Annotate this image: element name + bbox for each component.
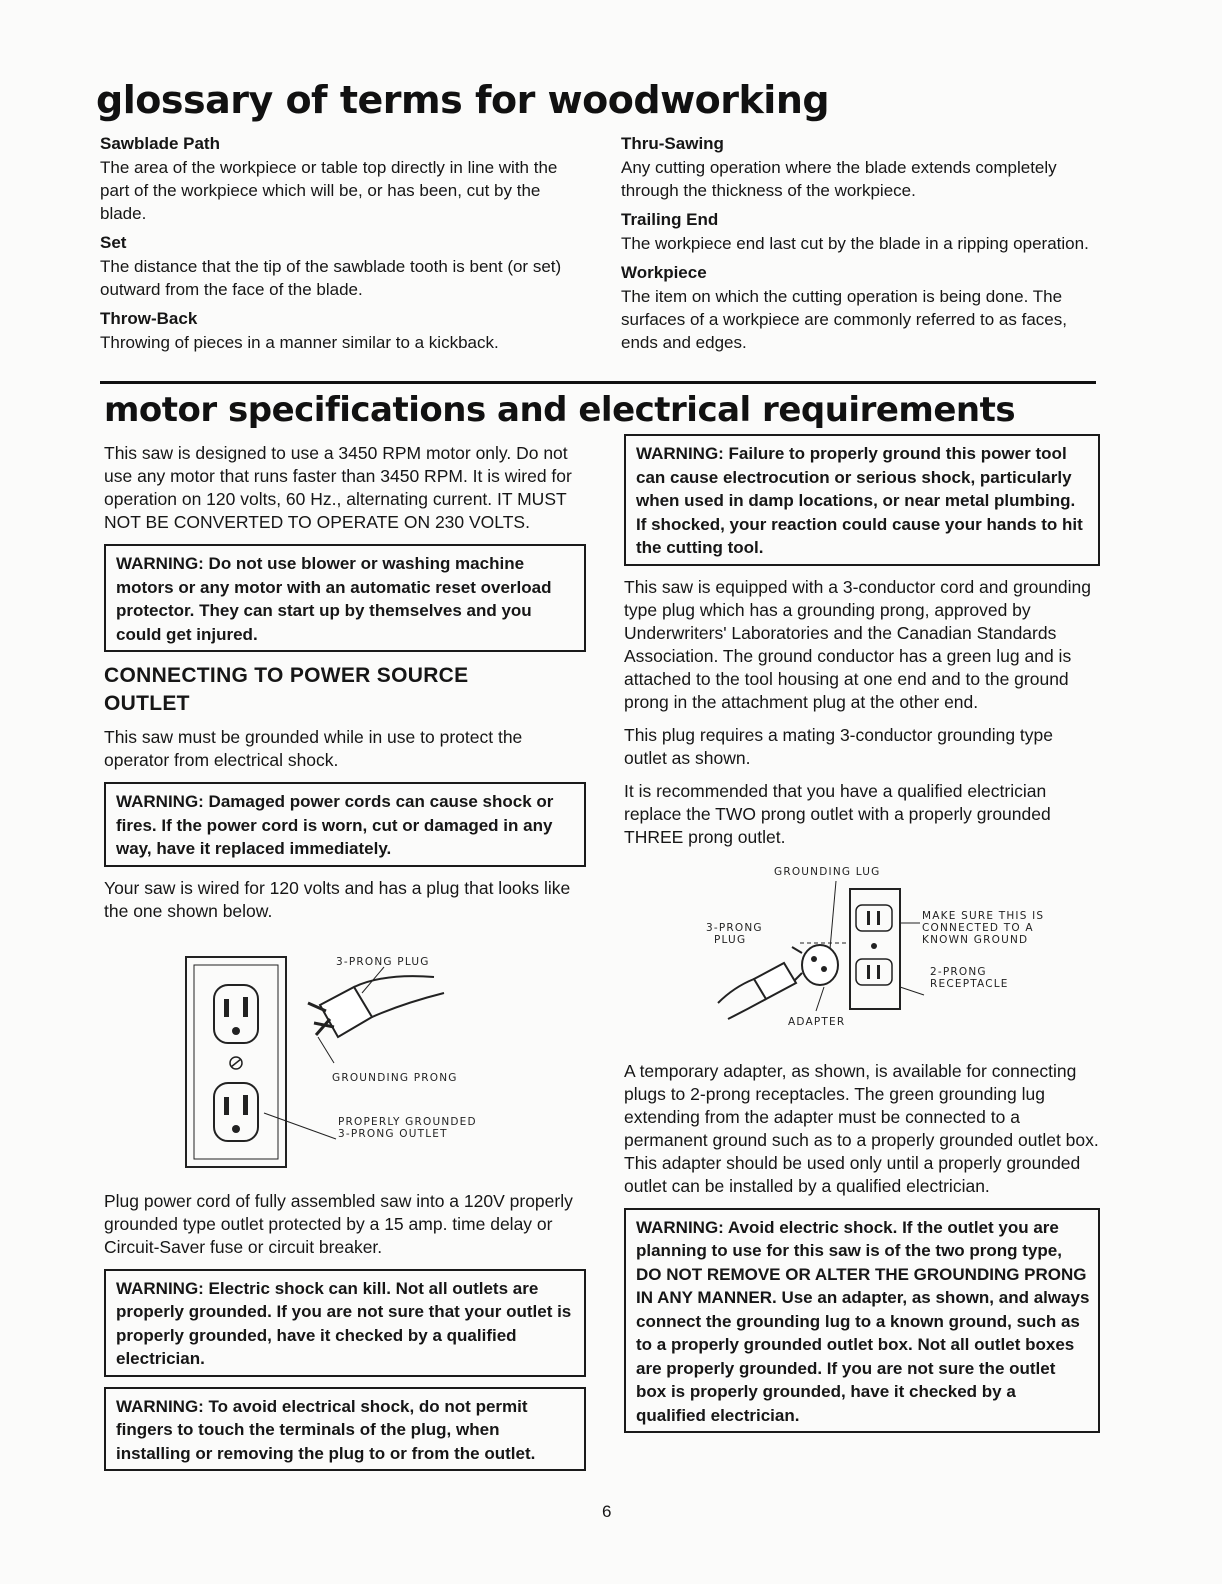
receptacle-slot [243, 1095, 248, 1115]
adapter [792, 945, 838, 985]
section-divider [100, 381, 1096, 384]
connecting-heading: CONNECTING TO POWER SOURCE OUTLET [104, 664, 469, 715]
glossary-title: glossary of terms for woodworking [96, 78, 830, 122]
adapter-figure [624, 859, 1100, 1049]
warning-box-ground: WARNING: Failure to properly ground this power tool can cause electrocution or serious shock, particularly when used in damp locations, or near metal plumbing. If shocked, your reaction could cause your hands to hit the cutting tool. [624, 434, 1100, 566]
make-sure-label-1: MAKE SURE THIS IS [922, 909, 1045, 922]
glossary-definition: The workpiece end last cut by the blade in a ripping operation. [621, 234, 1089, 253]
warning-box-shock: WARNING: Electric shock can kill. Not all outlets are properly grounded. If you are not sure that your outlet is properly grounded, have it checked by a qualified electrician. [104, 1269, 586, 1377]
warning-box-cords: WARNING: Damaged power cords can cause shock or fires. If the power cord is worn, cut or damaged in any way, have it replaced immediately. [104, 782, 586, 867]
adapter-label: ADAPTER [788, 1015, 846, 1028]
warning-box-fingers: WARNING: To avoid electrical shock, do not permit fingers to touch the terminals of the plug, when installing or removing the plug to or from the outlet. [104, 1387, 586, 1472]
glossary-right-column [621, 134, 1097, 362]
grounding-lug-label: GROUNDING LUG [774, 865, 881, 878]
mating-outlet-text: This plug requires a mating 3-conductor grounding type outlet as shown. [624, 724, 1053, 768]
receptacle-label-2: RECEPTACLE [930, 977, 1009, 990]
warning-box-motors: WARNING: Do not use blower or washing machine motors or any motor with an automatic reset overload protector. They can start up by themselves and you could get injured. [104, 544, 586, 652]
cord-description-text: This saw is equipped with a 3-conductor cord and grounding type plug which has a grounding prong, approved by Underwriters' Laboratories and the Canadian Standards Association. The ground conductor has a green lug and is attached to the tool housing at one end and to the ground prong in the attachment plug at the other end. [624, 576, 1091, 712]
glossary-definition: Any cutting operation where the blade extends completely through the thickness of the workpiece. [621, 158, 1057, 200]
three-prong-plug-label: 3-PRONG PLUG [336, 955, 430, 968]
three-prong-outlet-label: 3-PRONG OUTLET [338, 1127, 448, 1140]
motor-intro-text: This saw is designed to use a 3450 RPM motor only. Do not use any motor that runs faster than 3450 RPM. It is wired for operation on 120 volts, 60 Hz., alternating current. IT MUST NOT BE CONVERTED TO OPERATE ON 230 VOLTS. [104, 443, 572, 532]
glossary-definition: The area of the workpiece or table top directly in line with the part of the workpiece which will be, or has been, cut by the blade. [100, 158, 558, 223]
warning-box-adapter: WARNING: Avoid electric shock. If the outlet you are planning to use for this saw is of the two prong type, DO NOT REMOVE OR ALTER THE GROUNDING PRONG IN ANY MANNER. Use an adapter, as shown, and always connect the grounding lug to a known ground, such as to a properly grounded outlet box. Not all outlet boxes are properly grounded. If you are not sure the outlet box is properly grounded, have it checked by a qualified electrician. [624, 1208, 1100, 1434]
adapter-text: A temporary adapter, as shown, is available for connecting plugs to 2-prong receptacles. The green grounding lug extending from the adapter must be connected to a permanent ground such as to a properly grounded outlet box. This adapter should be used only until a properly grounded outlet can be installed by a qualified electrician. [624, 1060, 1099, 1196]
three-prong-plug [718, 963, 796, 1019]
grounded-text: This saw must be grounded while in use to protect the operator from electrical shock. [104, 727, 523, 770]
plug-instructions-text: Plug power cord of fully assembled saw into a 120V properly grounded type outlet protected by a 15 amp. time delay or Circuit-Saver fuse or circuit breaker. [104, 1190, 573, 1257]
glossary-term: Workpiece [621, 263, 707, 282]
adapter-plug-label-2: PLUG [714, 933, 747, 946]
three-prong-plug [308, 976, 444, 1037]
outlet-plug-figure [104, 933, 586, 1183]
grounding-prong-label: GROUNDING PRONG [332, 1071, 458, 1084]
glossary-definition: The distance that the tip of the sawblade tooth is bent (or set) outward from the face of the blade. [100, 257, 562, 299]
receptacle-slot [243, 997, 248, 1017]
glossary-term: Trailing End [621, 210, 719, 229]
glossary-term: Thru-Sawing [621, 134, 724, 153]
motor-right-column [624, 434, 1100, 1443]
receptacle-label-1: 2-PRONG [930, 965, 987, 978]
adapter-plug-label-1: 3-PRONG [706, 921, 763, 934]
ground-hole [232, 1027, 240, 1035]
wired-text: Your saw is wired for 120 volts and has a plug that looks like the one shown below. [104, 877, 571, 921]
properly-grounded-label: PROPERLY GROUNDED [338, 1115, 477, 1128]
wall-plate [186, 957, 286, 1167]
glossary-term: Set [100, 233, 127, 252]
ground-hole [232, 1125, 240, 1133]
glossary-left-column [100, 134, 580, 362]
motor-section-title: motor specifications and electrical requirements [104, 390, 1016, 430]
receptacle-slot [224, 999, 229, 1017]
glossary-term: Throw-Back [100, 309, 198, 328]
page-number: 6 [602, 1502, 612, 1521]
make-sure-label-2: CONNECTED TO A [922, 921, 1034, 934]
recommendation-text: It is recommended that you have a qualified electrician replace the TWO prong outlet with a properly grounded THREE prong outlet. [624, 780, 1051, 847]
glossary-term: Sawblade Path [100, 134, 220, 153]
receptacle-slot [224, 1097, 229, 1115]
glossary-definition: The item on which the cutting operation is being done. The surfaces of a workpiece are commonly referred to as faces, ends and edges. [621, 287, 1067, 352]
plate-screw [871, 943, 877, 949]
make-sure-label-3: KNOWN GROUND [922, 933, 1029, 946]
motor-left-column [104, 442, 586, 1481]
glossary-definition: Throwing of pieces in a manner similar to a kickback. [100, 333, 499, 352]
